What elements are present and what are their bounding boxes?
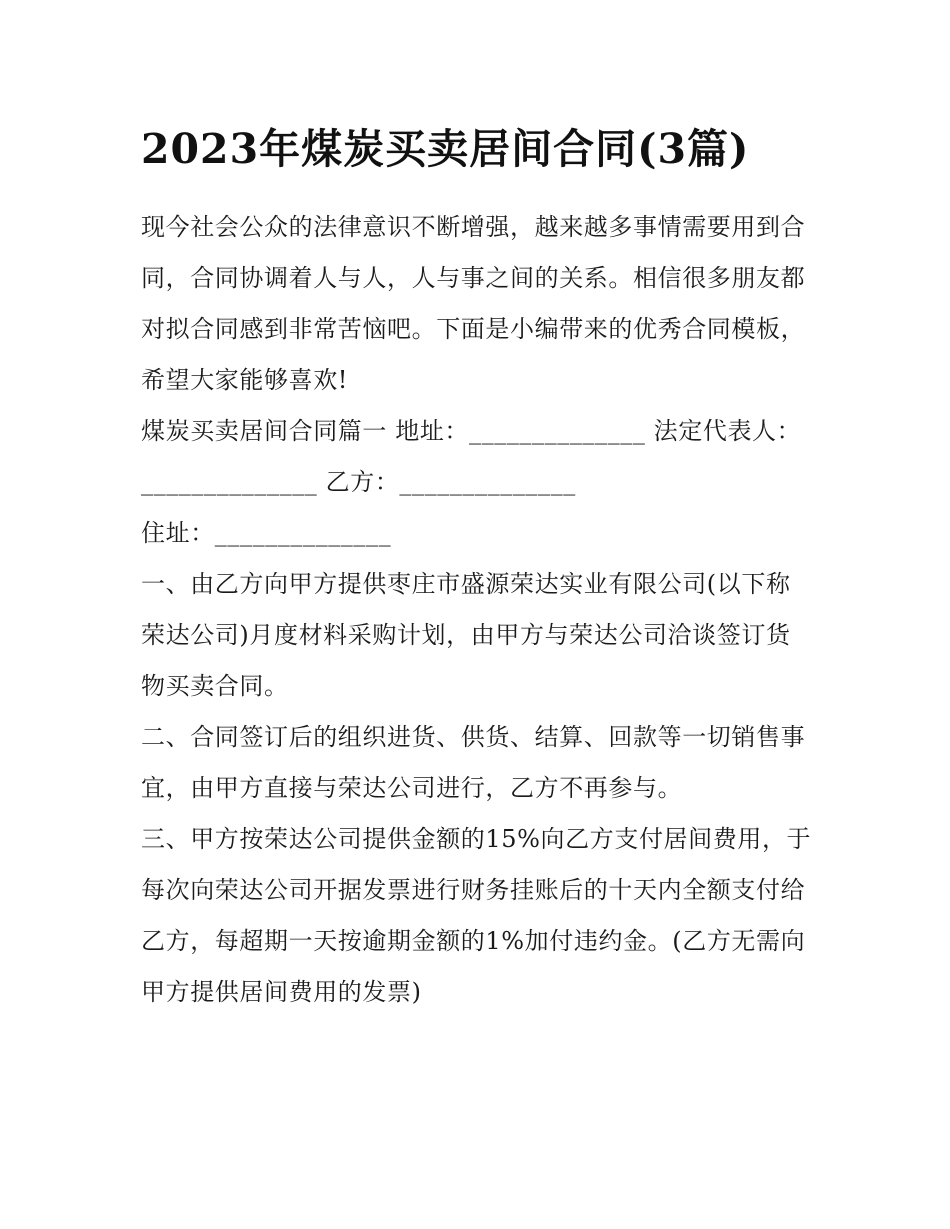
intro-paragraph: 现今社会公众的法律意识不断增强，越来越多事情需要用到合同，合同协调着人与人，人与事之间的关系。相信很多朋友都对拟合同感到非常苦恼吧。下面是小编带来的优秀合同模板，希望大家能够喜欢! bbox=[141, 213, 806, 394]
clause-one-paragraph: 一、由乙方向甲方提供枣庄市盛源荣达实业有限公司(以下称荣达公司)月度材料采购计划，由甲方与荣达公司洽谈签订货物买卖合同。 bbox=[141, 570, 791, 700]
address-paragraph: 住址：______________ bbox=[141, 519, 392, 547]
clause-two-paragraph: 二、合同签订后的组织进货、供货、结算、回款等一切销售事宜，由甲方直接与荣达公司进行，乙方不再参与。 bbox=[141, 723, 806, 802]
document-body bbox=[141, 118, 813, 1018]
document-title: 2023年煤炭买卖居间合同(3篇) bbox=[141, 125, 750, 173]
contract-parties-paragraph: 煤炭买卖居间合同篇一 地址：______________ 法定代表人：______________ 乙方：______________ bbox=[141, 417, 802, 496]
clause-three-paragraph: 三、甲方按荣达公司提供金额的15%向乙方支付居间费用，于每次向荣达公司开据发票进行财务挂账后的十天内全额支付给乙方，每超期一天按逾期金额的1%加付违约金。(乙方无需向甲方提供居间费用的发票) bbox=[141, 825, 812, 1006]
